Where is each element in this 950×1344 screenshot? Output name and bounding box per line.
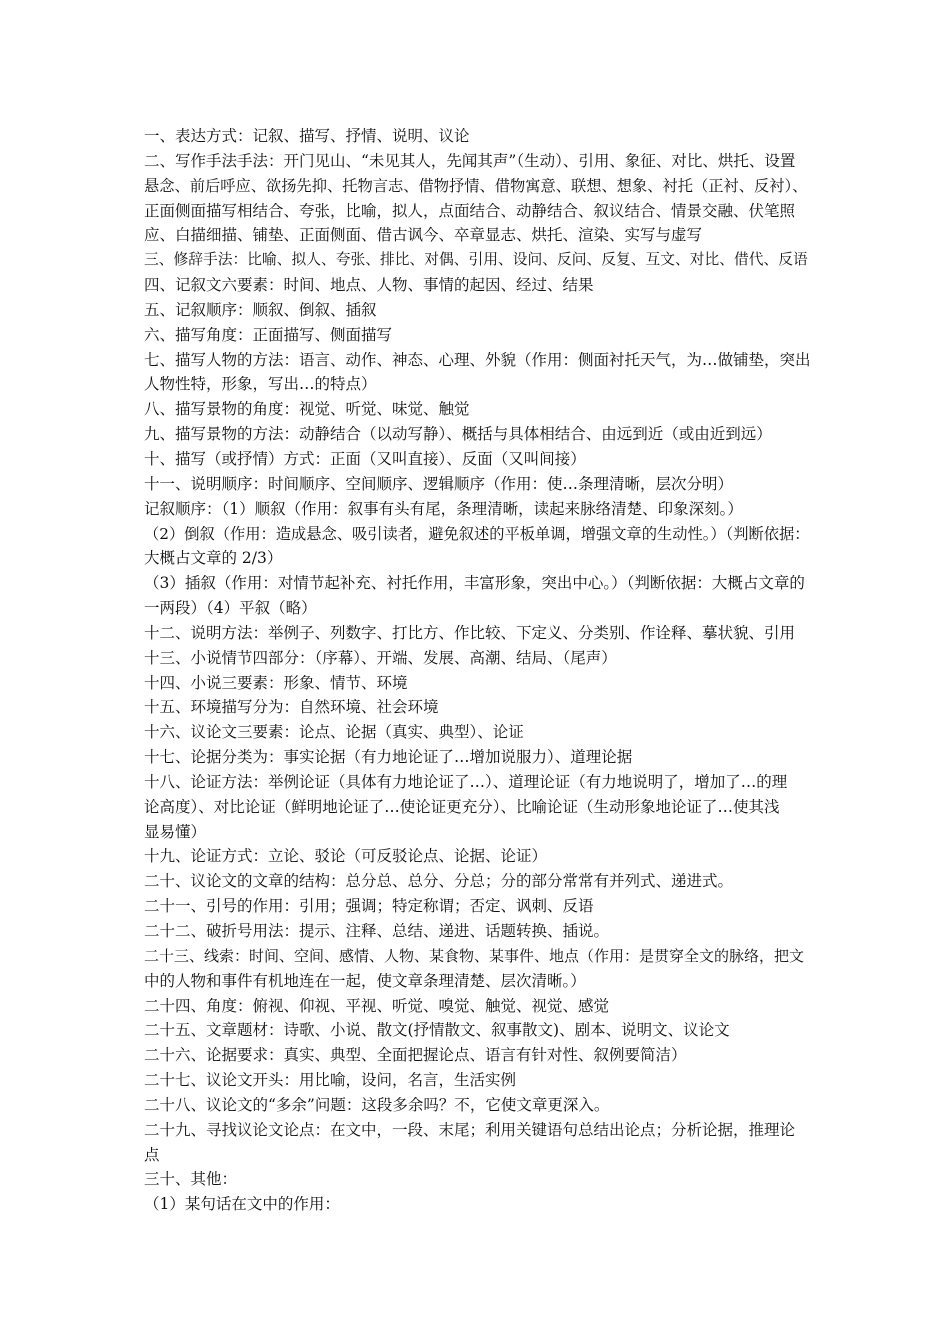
- text-line: 七、描写人物的方法：语言、动作、神态、心理、外貌（作用：侧面衬托天气，为…做铺垫，突出: [144, 350, 811, 369]
- text-line: 六、描写角度：正面描写、侧面描写: [144, 325, 393, 344]
- text-line: 论高度）、对比论证（鲜明地论证了…使论证更充分）、比喻论证（生动形象地论证了…使其浅: [144, 797, 780, 816]
- text-line: 中的人物和事件有机地连在一起，使文章条理清楚、层次清晰。）: [144, 971, 586, 990]
- text-line: 三十、其他：: [144, 1170, 238, 1189]
- text-line: 记叙顺序：（1）顺叙（作用：叙事有头有尾，条理清晰，读起来脉络清楚、印象深刻。）: [144, 499, 743, 518]
- text-line: 点: [144, 1145, 160, 1164]
- text-line: 十九、论证方式：立论、驳论（可反驳论点、论据、论证）: [144, 847, 548, 866]
- text-line: 二十八、议论文的“多余”问题：这段多余吗？不，它使文章更深入。: [144, 1095, 610, 1114]
- text-line: 一两段）（4）平叙（略）: [144, 599, 317, 618]
- text-line: 十二、说明方法：举例子、列数字、打比方、作比较、下定义、分类别、作诠释、摹状貌、引用: [144, 623, 796, 642]
- text-line: 正面侧面描写相结合、夸张，比喻，拟人，点面结合、动静结合、叙议结合、情景交融、伏笔照: [144, 201, 796, 220]
- text-line: 二十三、线索：时间、空间、感情、人物、某食物、某事件、地点（作用：是贯穿全文的脉络，把文: [144, 946, 805, 965]
- text-line: 人物性特，形象，写出…的特点）: [144, 375, 377, 394]
- text-line: 二十四、角度：俯视、仰视、平视、听觉、嗅觉、触觉、视觉、感觉: [144, 996, 610, 1015]
- text-line: 显易懂）: [144, 822, 207, 841]
- text-line: 十四、小说三要素：形象、情节、环境: [144, 673, 408, 692]
- text-line: 二十一、引号的作用：引用；强调；特定称谓；否定、讽刺、反语: [144, 897, 594, 916]
- text-line: 四、记叙文六要素：时间、地点、人物、事情的起因、经过、结果: [144, 276, 594, 295]
- text-line: 二十七、议论文开头：用比喻，设问，名言，生活实例: [144, 1071, 517, 1090]
- text-line: 十五、环境描写分为：自然环境、社会环境: [144, 698, 439, 717]
- text-line: 二十六、论据要求：真实、典型、全面把握论点、语言有针对性、叙例要简洁）: [144, 1046, 687, 1065]
- text-line: 十六、议论文三要素：论点、论据（真实、典型）、论证: [144, 723, 524, 742]
- text-line: 大概占文章的 2/3）: [144, 549, 283, 568]
- text-line: 十三、小说情节四部分：（序幕）、开端、发展、高潮、结局、（尾声）: [144, 648, 617, 667]
- text-line: 一、表达方式：记叙、描写、抒情、说明、议论: [144, 127, 470, 145]
- text-line: （1）某句话在文中的作用：: [144, 1195, 340, 1214]
- text-line: 二十二、破折号用法：提示、注释、总结、递进、话题转换、插说。: [144, 922, 610, 940]
- text-line: 二十九、寻找议论文论点：在文中，一段、末尾；利用关键语句总结出论点；分析论据，推理论: [144, 1120, 796, 1139]
- text-line: 十一、说明顺序：时间顺序、空间顺序、逻辑顺序（作用：使…条理清晰，层次分明）: [144, 474, 734, 493]
- text-line: 应、白描细描、铺垫、正面侧面、借古讽今、卒章显志、烘托、渲染、实写与虚写: [144, 226, 703, 245]
- text-line: 九、描写景物的方法：动静结合（以动写静）、概括与具体相结合、由远到近（或由近到远）: [144, 425, 772, 444]
- text-line: 二十、议论文的文章的结构：总分总、总分、分总；分的部分常常有并列式、递进式。: [144, 872, 734, 891]
- text-line: 十七、论据分类为：事实论据（有力地论证了…增加说服力）、道理论据: [144, 748, 633, 767]
- text-line: 三、修辞手法：比喻、拟人、夸张、排比、对偶、引用、设问、反问、反复、互文、对比、借代、反语: [144, 251, 808, 269]
- text-line: 五、记叙顺序：顺叙、倒叙、插叙: [144, 300, 377, 319]
- text-line: 八、描写景物的角度：视觉、听觉、味觉、触觉: [144, 400, 470, 419]
- text-line: （3）插叙（作用：对情节起补充、衬托作用，丰富形象，突出中心。）（判断依据：大概占文章的: [144, 574, 805, 593]
- text-line: 二、写作手法手法：开门见山、“未见其人，先闻其声”（生动）、引用、象征、对比、烘托、设置: [144, 151, 796, 170]
- text-line: 十八、论证方法：举例论证（具体有力地论证了…）、道理论证（有力地说明了，增加了…的理: [144, 772, 788, 791]
- text-line: 悬念、前后呼应、欲扬先抑、托物言志、借物抒情、借物寓意、联想、想象、衬托（正衬、反衬）、: [144, 176, 808, 195]
- text-line: （2）倒叙（作用：造成悬念、吸引读者，避免叙述的平板单调，增强文章的生动性。）（判断依据：: [144, 524, 810, 543]
- document-body: [144, 124, 814, 1217]
- text-line: 二十五、文章题材：诗歌、小说、散文(抒情散文、叙事散文)、剧本、说明文、议论文: [144, 1021, 730, 1040]
- text-line: 十、描写（或抒情）方式：正面（又叫直接）、反面（又叫间接）: [144, 449, 586, 468]
